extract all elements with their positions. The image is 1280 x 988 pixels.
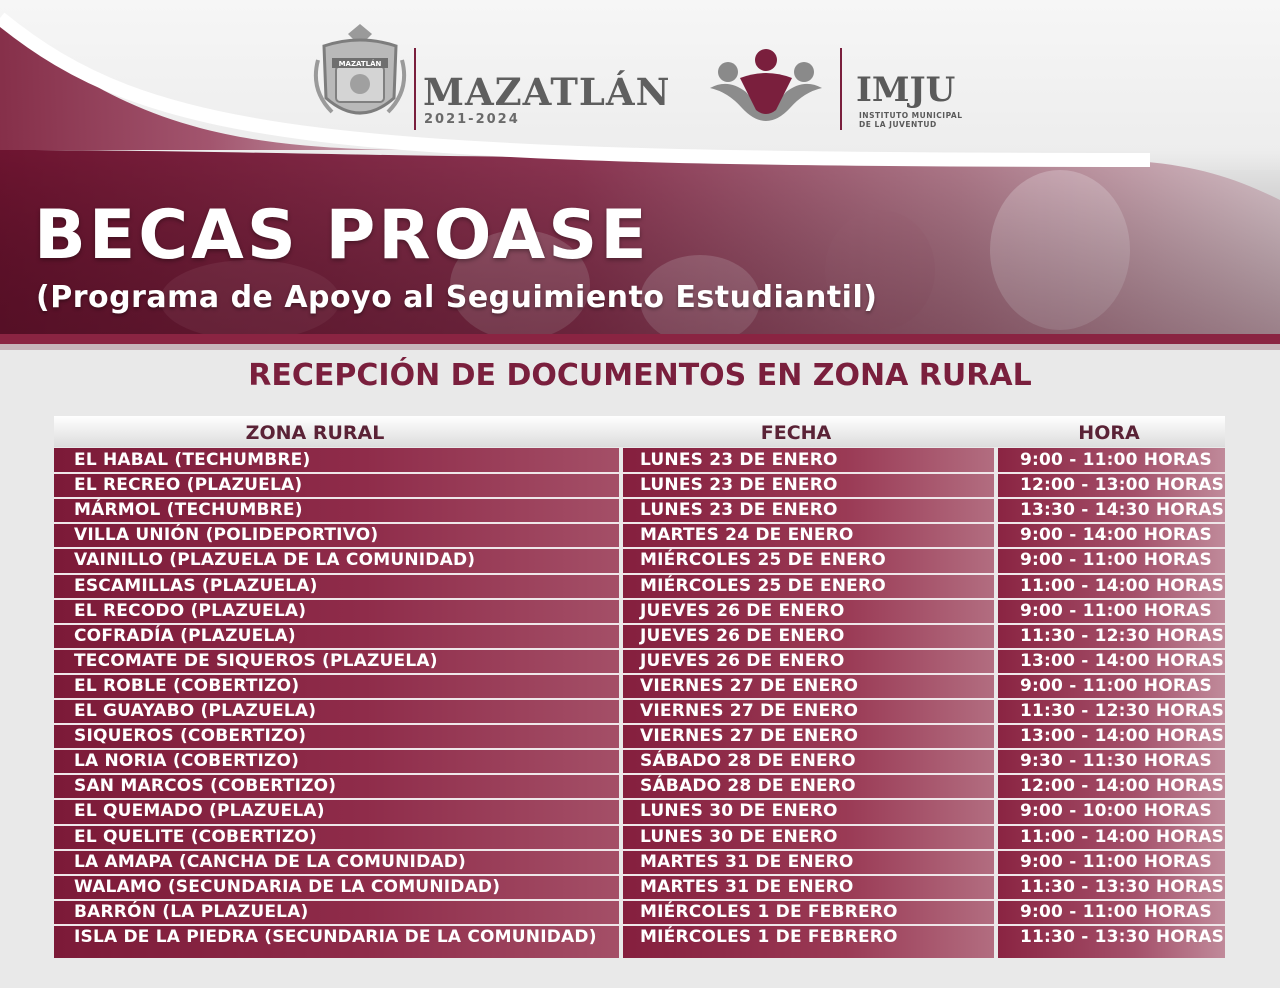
section-heading: RECEPCIÓN DE DOCUMENTOS EN ZONA RURAL: [248, 358, 1032, 393]
seal-label: MAZATLÁN: [338, 60, 382, 68]
table-cell-fecha: MIÉRCOLES 1 DE FEBRERO: [640, 926, 898, 947]
table-cell-fecha: LUNES 30 DE ENERO: [640, 801, 838, 822]
table-cell-hora: 9:30 - 11:30 HORAS: [1020, 751, 1212, 772]
table-cell-fecha: MIÉRCOLES 1 DE FEBRERO: [640, 901, 898, 922]
table-cell-zona: EL ROBLE (COBERTIZO): [74, 675, 300, 696]
table-cell-zona: ESCAMILLAS (PLAZUELA): [74, 575, 318, 596]
imju-divider: [840, 48, 842, 130]
table-cell-fecha: LUNES 23 DE ENERO: [640, 500, 838, 521]
table-cell-fecha: VIERNES 27 DE ENERO: [640, 675, 859, 696]
table-cell-zona: BARRÓN (LA PLAZUELA): [74, 901, 309, 922]
table-cell-fecha: MIÉRCOLES 25 DE ENERO: [640, 575, 886, 596]
table-cell-hora: 11:00 - 14:00 HORAS: [1020, 826, 1225, 847]
table-cell-hora: 9:00 - 11:00 HORAS: [1020, 450, 1212, 470]
table-cell-fecha: LUNES 23 DE ENERO: [640, 475, 838, 496]
table-cell-fecha: JUEVES 26 DE ENERO: [640, 600, 845, 621]
table-cell-fecha: LUNES 30 DE ENERO: [640, 826, 838, 847]
imju-subtitle: [859, 111, 963, 129]
table-cell-zona: SAN MARCOS (COBERTIZO): [74, 776, 337, 797]
table-cell-hora: 9:00 - 11:00 HORAS: [1020, 901, 1212, 922]
table-cell-zona: EL QUEMADO (PLAZUELA): [74, 801, 325, 822]
table-cell-hora: 9:00 - 11:00 HORAS: [1020, 550, 1212, 571]
table-cell-zona: ISLA DE LA PIEDRA (SECUNDARIA DE LA COMUNIDAD): [74, 926, 597, 947]
table-cell-zona: SIQUEROS (COBERTIZO): [74, 726, 307, 747]
table-cell-zona: EL RECODO (PLAZUELA): [74, 600, 307, 621]
table-cell-hora: 9:00 - 10:00 HORAS: [1020, 801, 1212, 822]
table-cell-hora: 9:00 - 14:00 HORAS: [1020, 525, 1212, 546]
table-cell-hora: 12:00 - 13:00 HORAS: [1020, 475, 1225, 496]
brand-name: MAZATLÁN: [423, 70, 671, 114]
table-cell-fecha: MARTES 24 DE ENERO: [640, 525, 854, 546]
imju-subtitle-line1: INSTITUTO MUNICIPAL: [859, 111, 963, 120]
table-cell-hora: 13:00 - 14:00 HORAS: [1020, 726, 1225, 747]
column-header-zona: ZONA RURAL: [245, 422, 385, 444]
table-cell-zona: EL QUELITE (COBERTIZO): [74, 826, 317, 847]
table-cell-zona: LA AMAPA (CANCHA DE LA COMUNIDAD): [74, 851, 467, 872]
table-cell-hora: 12:00 - 14:00 HORAS: [1020, 776, 1225, 797]
table-cell-zona: EL RECREO (PLAZUELA): [74, 475, 303, 496]
table-cell-zona: WALAMO (SECUNDARIA DE LA COMUNIDAD): [74, 876, 501, 897]
table-cell-hora: 11:30 - 13:30 HORAS: [1020, 926, 1225, 947]
table-cell-hora: 11:00 - 14:00 HORAS: [1020, 575, 1225, 596]
imju-logo-icon: [706, 48, 826, 128]
table-cell-fecha: MIÉRCOLES 25 DE ENERO: [640, 550, 886, 571]
table-cell-hora: 11:30 - 12:30 HORAS: [1020, 701, 1225, 721]
logo-bar: [310, 18, 990, 138]
table-cell-fecha: JUEVES 26 DE ENERO: [640, 625, 845, 646]
table-cell-hora: 13:30 - 14:30 HORAS: [1020, 500, 1225, 521]
table-body: [54, 448, 1225, 958]
table-cell-zona: VAINILLO (PLAZUELA DE LA COMUNIDAD): [74, 550, 476, 571]
table-cell-zona: VILLA UNIÓN (POLIDEPORTIVO): [74, 525, 379, 546]
table-cell-fecha: JUEVES 26 DE ENERO: [640, 650, 845, 671]
table-cell-hora: 11:30 - 13:30 HORAS: [1020, 876, 1225, 897]
table-header: [54, 416, 1225, 447]
page-title: BECAS PROASE: [34, 196, 650, 275]
table-cell-zona: EL GUAYABO (PLAZUELA): [74, 701, 317, 721]
table-cell-fecha: LUNES 23 DE ENERO: [640, 450, 838, 470]
table-cell-hora: 11:30 - 12:30 HORAS: [1020, 625, 1225, 646]
schedule-table: [54, 416, 1225, 958]
imju-subtitle-line2: DE LA JUVENTUD: [859, 120, 937, 129]
table-cell-hora: 13:00 - 14:00 HORAS: [1020, 650, 1225, 671]
table-cell-hora: 9:00 - 11:00 HORAS: [1020, 600, 1212, 621]
column-header-hora: HORA: [1078, 422, 1140, 444]
table-cell-fecha: MARTES 31 DE ENERO: [640, 876, 854, 897]
column-header-fecha: FECHA: [760, 422, 832, 444]
city-seal-icon: [310, 20, 410, 132]
table-cell-zona: TECOMATE DE SIQUEROS (PLAZUELA): [74, 650, 438, 671]
table-cell-fecha: VIERNES 27 DE ENERO: [640, 726, 859, 747]
brand-years: 2021-2024: [424, 112, 520, 127]
imju-name: IMJU: [856, 70, 956, 110]
table-cell-fecha: SÁBADO 28 DE ENERO: [640, 751, 856, 772]
table-cell-fecha: SÁBADO 28 DE ENERO: [640, 776, 856, 797]
table-cell-fecha: VIERNES 27 DE ENERO: [640, 701, 859, 721]
logo-divider: [414, 48, 416, 130]
table-cell-zona: COFRADÍA (PLAZUELA): [74, 625, 296, 646]
table-cell-zona: EL HABAL (TECHUMBRE): [74, 450, 311, 470]
table-cell-zona: LA NORIA (COBERTIZO): [74, 751, 300, 772]
table-cell-fecha: MARTES 31 DE ENERO: [640, 851, 854, 872]
page-subtitle: (Programa de Apoyo al Seguimiento Estudiantil): [36, 280, 878, 315]
table-cell-hora: 9:00 - 11:00 HORAS: [1020, 851, 1212, 872]
table-cell-zona: MÁRMOL (TECHUMBRE): [74, 500, 303, 521]
table-cell-hora: 9:00 - 11:00 HORAS: [1020, 675, 1212, 696]
